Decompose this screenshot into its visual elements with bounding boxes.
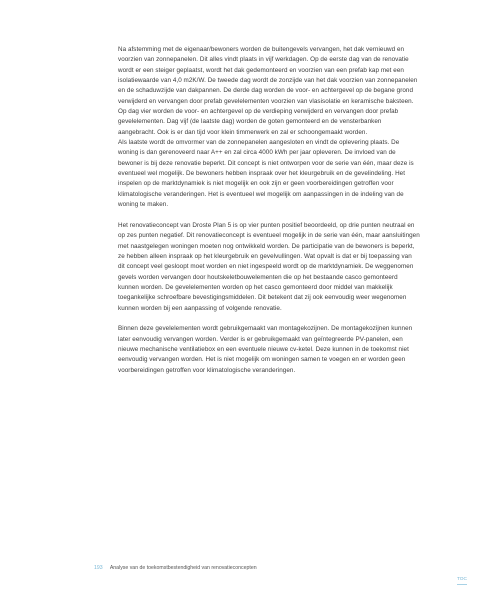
toc-link[interactable] xyxy=(455,577,469,585)
paragraph-facade-elements: Binnen deze gevelelementen wordt gebruikgemaakt van montagekozijnen. De montagekozijnen kunnen later eenvoudig vervangen worden. Verder is er gebruikgemaakt van geïntegreerde PV-panelen, een nieuwe mechanische ventilatiebox en een eventuele nieuwe cv-ketel. Deze kunnen in de toekomst niet eenvoudig vervangen worden. Het is niet mogelijk om woningen samen te voegen en er worden geen voorbereidingen getroffen voor klimatologische veranderingen. xyxy=(118,325,413,374)
toc-link-label: TOC xyxy=(456,577,468,582)
paragraph-handover: Als laatste wordt de omvormer van de zonnepanelen aangesloten en vindt de oplevering plaats. De woning is dan gerenoveerd naar A++ en zal circa 4000 kWh per jaar opleveren. De invloed van de bewoner is bij deze renovatie beperkt. Dit concept is niet ontworpen voor de serie van één, maar deze is eventueel wel mogelijk. De bewoners hebben inspraak over het kleurgebruik en de gevelindeling. Het inspelen op de marktdynamiek is niet mogelijk en ook zijn er geen voorbereidingen getroffen voor klimatologische veranderingen. Het is eventueel wel mogelijk om aanpassingen in de indeling van de woning te maken. xyxy=(118,139,414,209)
running-title: Analyse van de toekomstbestendigheid van renovatieconcepten xyxy=(109,565,257,571)
body-text xyxy=(118,45,420,376)
page-number: 193 xyxy=(94,565,103,571)
toc-underline xyxy=(457,584,467,585)
page-footer xyxy=(94,565,257,572)
paragraph-renovation-schedule: Na afstemming met de eigenaar/bewoners worden de buitengevels vervangen, het dak vernieuwd en voorzien van zonnepanelen. Dit alles vindt plaats in vijf werkdagen. Op de eerste dag van de renovatie wordt er een steiger geplaatst, wordt het dak gedemonteerd en voorzien van een prefab kap met een isolatiewaarde van 4,0 m2K/W. De tweede dag wordt de zonzijde van het dak voorzien van zonnepanelen en de schaduwzijde van dakpannen. De derde dag worden de voor- en achtergevel op de begane grond verwijderd en vervangen door prefab gevelelementen voorzien van vlasisolatie en keramische baksteen. Op dag vier worden de voor- en achtergevel op de verdieping verwijderd en vervangen door prefab gevelelementen. Dag vijf (de laatste dag) worden de goten gemonteerd en de vensterbanken aangebracht. Ook is er dan tijd voor klein timmerwerk en zal er schoongemaakt worden. xyxy=(118,46,418,136)
paragraph-assessment: Het renovatieconcept van Droste Plan 5 is op vier punten positief beoordeeld, op drie punten neutraal en op zes punten negatief. Dit renovatieconcept is eventueel mogelijk in de serie van één, maar aansluitingen met naastgelegen woningen moeten nog ontwikkeld worden. De participatie van de bewoners is beperkt, ze hebben alleen inspraak op het kleurgebruik en gevelvullingen. Wat opvalt is dat er bij toepassing van dit concept veel gesloopt moet worden en niet ingespeeld wordt op de marktdynamiek. De weggenomen gevels worden vervangen door houtskeletbouwelementen die op het bestaande casco gemonteerd kunnen worden. De gevelelementen worden op het casco gemonteerd door middel van makkelijk toegankelijke schroefbare bevestigingsmiddelen. Dit betekent dat zij ook eenvoudig weer wegenomen kunnen worden bij een aanpassing of volgende renovatie. xyxy=(118,221,420,312)
